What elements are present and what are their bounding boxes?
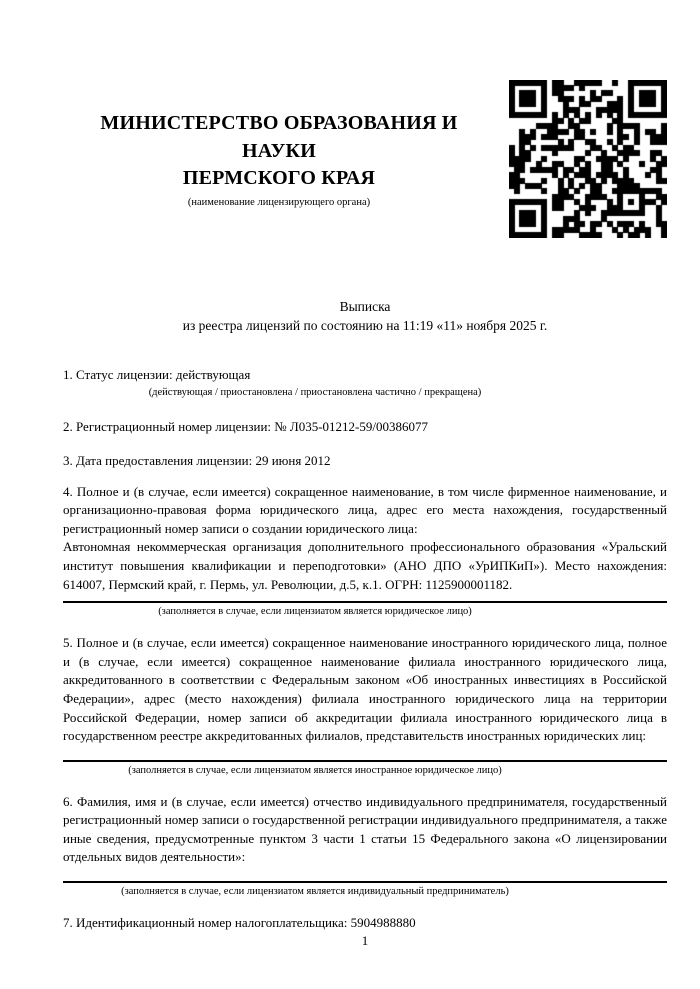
document-title-line1: Выписка: [339, 299, 391, 314]
page-number: 1: [361, 933, 369, 948]
item-6-individual-entrepreneur: [63, 793, 667, 899]
clauses: [63, 366, 667, 933]
document-title-line2: из реестра лицензий по состоянию на 11:19 «11» ноября 2025 г.: [182, 317, 548, 333]
fill-in-rule: [63, 601, 667, 603]
item-5-foreign-entity: [63, 634, 667, 778]
item-5-caption: (заполняется в случае, если лицензиатом является иностранное юридическое лицо): [128, 764, 502, 776]
document-title: [63, 298, 667, 336]
item-4-value: Автономная некоммерческая организация дополнительного профессионального образования «Уральский институт повышения квалификации и переподготовки» (АНО ДПО «УрИПКиП»). Место нахождения: 614007, Пермский край, г. Пермь, ул. Революции, д.5, к.1. ОГРН: 1125900001182.: [63, 539, 667, 592]
item-5-intro: 5. Полное и (в случае, если имеется) сокращенное наименование иностранного юридического лица, полное и (в случае, если имеется) сокращенное наименование филиала иностранного юридического лица, аккредитованного в соответствии с Федеральным законом «Об иностранных инвестициях в Российской Федерации», адрес (место нахождения) филиала иностранного юридического лица на территории Российской Федерации, номер записи об аккредитации филиала иностранного юридического лица в государственном реестре аккредитованных филиалов, представительств иностранных юридических лиц:: [63, 635, 667, 744]
item-7-text: 7. Идентификационный номер налогоплательщика: 5904988880: [63, 915, 416, 931]
document-header: [63, 80, 667, 238]
item-2-text: 2. Регистрационный номер лицензии: № Л035-01212-59/00386077: [63, 419, 429, 435]
fill-in-rule: [63, 881, 667, 883]
item-7-taxpayer-number: [63, 914, 667, 933]
authority-caption: (наименование лицензирующего органа): [187, 196, 371, 208]
item-3-text: 3. Дата предоставления лицензии: 29 июня 2012: [63, 452, 331, 468]
item-1-license-status: [63, 366, 667, 401]
item-1-text: 1. Статус лицензии: действующая: [63, 366, 251, 382]
licensing-authority-block: [63, 110, 509, 208]
ministry-name-line2: ПЕРМСКОГО КРАЯ: [182, 167, 376, 190]
item-6-caption: (заполняется в случае, если лицензиатом является индивидуальный предприниматель): [121, 886, 509, 898]
item-6-intro: 6. Фамилия, имя и (в случае, если имеется) отчество индивидуального предпринимателя, государственный регистрационный номер записи о государственной регистрации индивидуального предпринимателя, а также иные сведения, предусмотренные пунктом 3 части 1 статьи 15 Федерального закона «О лицензировании отдельных видов деятельности»:: [63, 793, 667, 865]
fill-in-rule: [63, 760, 667, 762]
item-1-caption: (действующая / приостановлена / приостановлена частично / прекращена): [148, 387, 482, 399]
item-3-grant-date: [63, 452, 667, 471]
item-2-registration-number: [63, 418, 667, 437]
ministry-name-line1: МИНИСТЕРСТВО ОБРАЗОВАНИЯ И НАУКИ: [100, 112, 458, 162]
item-4-intro: 4. Полное и (в случае, если имеется) сокращенное наименование, в том числе фирменное наименование, и организационно-правовая форма юридического лица, адрес его места нахождения, государственный регистрационный номер записи о создании юридического лица:: [63, 483, 667, 536]
item-4-legal-entity: [63, 483, 667, 620]
qr-code: [509, 80, 667, 238]
item-4-caption: (заполняется в случае, если лицензиатом является юридическое лицо): [158, 606, 472, 618]
